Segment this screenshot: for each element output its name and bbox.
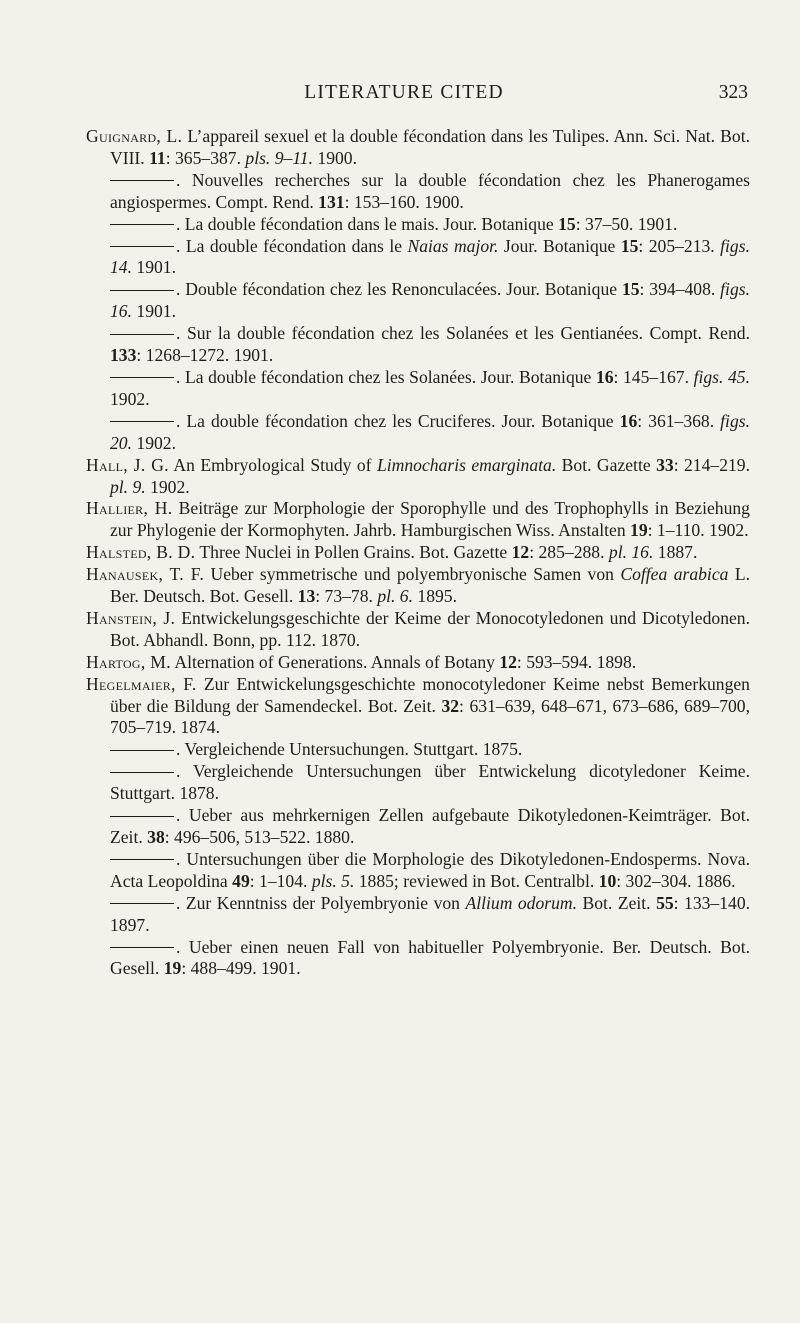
- reference-text: 1902.: [145, 476, 190, 497]
- reference-plates: pl. 6.: [377, 586, 413, 607]
- reference-volume: 12: [511, 542, 530, 563]
- ditto-dash: [110, 290, 174, 291]
- reference-volume: 12: [499, 651, 517, 672]
- ditto-dash: [110, 421, 174, 422]
- reference-text: : 302–304. 1886.: [616, 870, 736, 891]
- ditto-dash: [110, 859, 174, 860]
- reference-entry: [86, 739, 750, 761]
- reference-text: . Nouvelles recherches sur la double fécondation chez les Phanerogames angiospermes. Compt. Rend.: [110, 169, 750, 212]
- reference-volume: 133: [110, 345, 137, 366]
- reference-text: . Double fécondation chez les Renonculacées. Jour. Botanique: [176, 279, 622, 300]
- reference-text: . Zur Kenntniss der Polyembryonie von: [176, 892, 466, 913]
- reference-volume: 38: [147, 827, 165, 847]
- reference-plates: pls. 9–11.: [245, 147, 313, 168]
- reference-entry: [86, 455, 750, 499]
- reference-text: Entwickelungsgeschichte der Keime der Monocotyledonen und Dicotyledonen. Bot. Abhandl. Bonn, pp. 112. 1870.: [110, 607, 750, 650]
- ditto-dash: [110, 903, 174, 904]
- reference-entry: [86, 323, 750, 367]
- ditto-dash: [110, 246, 174, 247]
- reference-taxon: Coffea arabica: [620, 564, 729, 585]
- reference-volume: 15: [558, 213, 576, 234]
- reference-entry: [86, 498, 750, 542]
- reference-entry: [86, 937, 750, 981]
- ditto-dash: [110, 816, 174, 817]
- reference-volume: 33: [656, 454, 674, 475]
- reference-text: 1885; reviewed in Bot. Centralbl.: [354, 870, 599, 891]
- reference-author: Guignard, L.: [86, 126, 183, 146]
- reference-text: . Vergleichende Untersuchungen. Stuttgart. 1875.: [176, 739, 523, 760]
- reference-text: . Ueber aus mehrkernigen Zellen aufgebaute Dikotyledonen-Keimträger. Bot. Zeit.: [110, 805, 750, 847]
- reference-text: : 488–499. 1901.: [181, 958, 301, 979]
- reference-volume: 32: [441, 695, 460, 716]
- reference-volume: 15: [620, 235, 639, 256]
- reference-volume: 16: [595, 366, 614, 387]
- reference-text: : 214–219.: [673, 454, 750, 475]
- reference-text: Zur Entwickelungsgeschichte monocotyledoner Keime nebst Bemerkungen über die Bildung der Samendeckel. Bot. Zeit.: [110, 673, 750, 716]
- reference-plates: pls. 5.: [311, 870, 355, 891]
- reference-entry: [86, 236, 750, 280]
- reference-text: : 496–506, 513–522. 1880.: [164, 827, 355, 847]
- reference-text: 1887.: [653, 542, 698, 563]
- reference-volume: 10: [598, 870, 617, 891]
- reference-text: . La double fécondation chez les Cruciferes. Jour. Botanique: [176, 410, 620, 431]
- reference-text: : 145–167.: [613, 366, 694, 387]
- reference-text: : 365–387.: [165, 147, 246, 168]
- reference-text: Jour. Botanique: [498, 235, 621, 256]
- reference-text: L’appareil sexuel et la double fécondation dans les Tulipes. Ann. Sci. Nat. Bot. VIII.: [110, 126, 750, 168]
- reference-plates: pl. 16.: [608, 542, 654, 563]
- reference-text: . Vergleichende Untersuchungen über Entwickelung dicotyledoner Keime. Stuttgart. 1878.: [110, 761, 750, 804]
- ditto-dash: [110, 947, 174, 948]
- ditto-dash: [110, 772, 174, 773]
- reference-entry: [86, 367, 750, 411]
- reference-entry: [86, 279, 750, 323]
- ditto-dash: [110, 377, 174, 378]
- reference-text: : 394–408.: [639, 279, 721, 300]
- reference-author: Hartog, M.: [86, 651, 171, 672]
- reference-entry: [86, 893, 750, 937]
- reference-text: Beiträge zur Morphologie der Sporophylle und des Trophophylls in Beziehung zur Phylogenie der Kormophyten. Jahrb. Hamburgischen Wiss. Anstalten: [110, 498, 750, 541]
- reference-text: : 631–639, 648–671, 673–686, 689–700, 705–719. 1874.: [110, 695, 751, 738]
- reference-text: Three Nuclei in Pollen Grains. Bot. Gazette: [195, 542, 512, 563]
- reference-entry: [86, 805, 750, 849]
- reference-author: Hanausek, T. F.: [86, 564, 205, 585]
- reference-text: : 1–110. 1902.: [647, 520, 749, 541]
- reference-text: . Sur la double fécondation chez les Solanées et les Gentianées. Compt. Rend.: [176, 323, 750, 344]
- reference-volume: 131: [318, 191, 345, 212]
- reference-text: Bot. Zeit.: [577, 892, 657, 913]
- reference-text: : 153–160. 1900.: [344, 191, 464, 212]
- reference-author: Hegelmaier, F.: [86, 673, 197, 694]
- reference-volume: 16: [619, 410, 638, 431]
- reference-text: . La double fécondation chez les Solanées. Jour. Botanique: [176, 366, 596, 387]
- reference-text: 1902.: [132, 432, 176, 453]
- reference-plates: figs. 45.: [693, 366, 750, 387]
- reference-author: Hanstein, J.: [86, 607, 176, 628]
- reference-text: 1902.: [110, 388, 150, 409]
- ditto-dash: [110, 224, 174, 225]
- reference-text: : 593–594. 1898.: [516, 651, 637, 672]
- page-number: 323: [718, 82, 748, 103]
- reference-entry: [86, 849, 750, 893]
- reference-entry: [86, 411, 750, 455]
- reference-text: : 73–78.: [315, 586, 378, 607]
- reference-entry: [86, 761, 750, 805]
- reference-entry: [86, 608, 750, 652]
- reference-volume: 55: [656, 892, 674, 913]
- reference-volume: 19: [163, 958, 182, 979]
- reference-text: Bot. Gazette: [556, 454, 657, 475]
- ditto-dash: [110, 334, 174, 335]
- reference-text: : 37–50. 1901.: [575, 213, 678, 234]
- reference-plates: figs. 16.: [110, 279, 750, 322]
- reference-volume: 11: [149, 147, 166, 168]
- reference-text: L. Ber. Deutsch. Bot. Gesell.: [110, 564, 751, 607]
- running-title: LITERATURE CITED: [304, 82, 504, 103]
- reference-entry: [86, 214, 750, 236]
- reference-plates: figs. 20.: [110, 410, 750, 453]
- reference-text: : 133–140. 1897.: [110, 892, 751, 935]
- reference-text: : 285–288.: [529, 542, 609, 563]
- reference-entry: [86, 652, 750, 674]
- reference-text: 1901.: [132, 301, 176, 322]
- reference-taxon: Naias major.: [407, 235, 499, 256]
- reference-taxon: Allium odorum.: [465, 892, 578, 913]
- reference-volume: 49: [232, 870, 250, 891]
- reference-text: : 1268–1272. 1901.: [136, 345, 274, 366]
- reference-text: . Untersuchungen über die Morphologie des Dikotyledonen-Endosperms. Nova. Acta Leopoldina: [110, 848, 750, 891]
- reference-plates: pl. 9.: [110, 476, 146, 497]
- reference-entry: [86, 542, 750, 564]
- reference-text: . La double fécondation dans le: [176, 235, 408, 256]
- reference-text: : 205–213.: [638, 235, 721, 256]
- reference-text: 1900.: [313, 147, 357, 168]
- reference-text: Alternation of Generations. Annals of Botany: [170, 651, 500, 672]
- reference-volume: 15: [621, 279, 640, 300]
- reference-text: : 1–104.: [249, 870, 312, 891]
- reference-taxon: Limnocharis emarginata.: [376, 454, 557, 475]
- reference-entry: [86, 674, 750, 740]
- reference-text: 1895.: [413, 586, 457, 607]
- reference-entry: [86, 564, 750, 608]
- reference-entry: [86, 126, 750, 170]
- reference-author: Hall, J. G.: [86, 454, 169, 475]
- reference-text: Ueber symmetrische und polyembryonische Samen von: [204, 564, 621, 585]
- reference-list: [86, 126, 750, 980]
- reference-volume: 19: [630, 520, 648, 541]
- page-header: [60, 78, 748, 112]
- reference-plates: figs. 14.: [110, 235, 750, 278]
- reference-text: . La double fécondation dans le mais. Jour. Botanique: [176, 213, 559, 234]
- ditto-dash: [110, 750, 174, 751]
- reference-text: An Embryological Study of: [168, 454, 377, 475]
- reference-author: Hallier, H.: [86, 498, 173, 519]
- reference-text: : 361–368.: [637, 410, 721, 431]
- reference-text: . Ueber einen neuen Fall von habitueller Polyembryonie. Ber. Deutsch. Bot. Gesell.: [110, 936, 750, 979]
- reference-entry: [86, 170, 750, 214]
- ditto-dash: [110, 180, 174, 181]
- reference-author: Halsted, B. D.: [86, 542, 196, 563]
- reference-volume: 13: [297, 586, 316, 607]
- reference-text: 1901.: [132, 257, 176, 278]
